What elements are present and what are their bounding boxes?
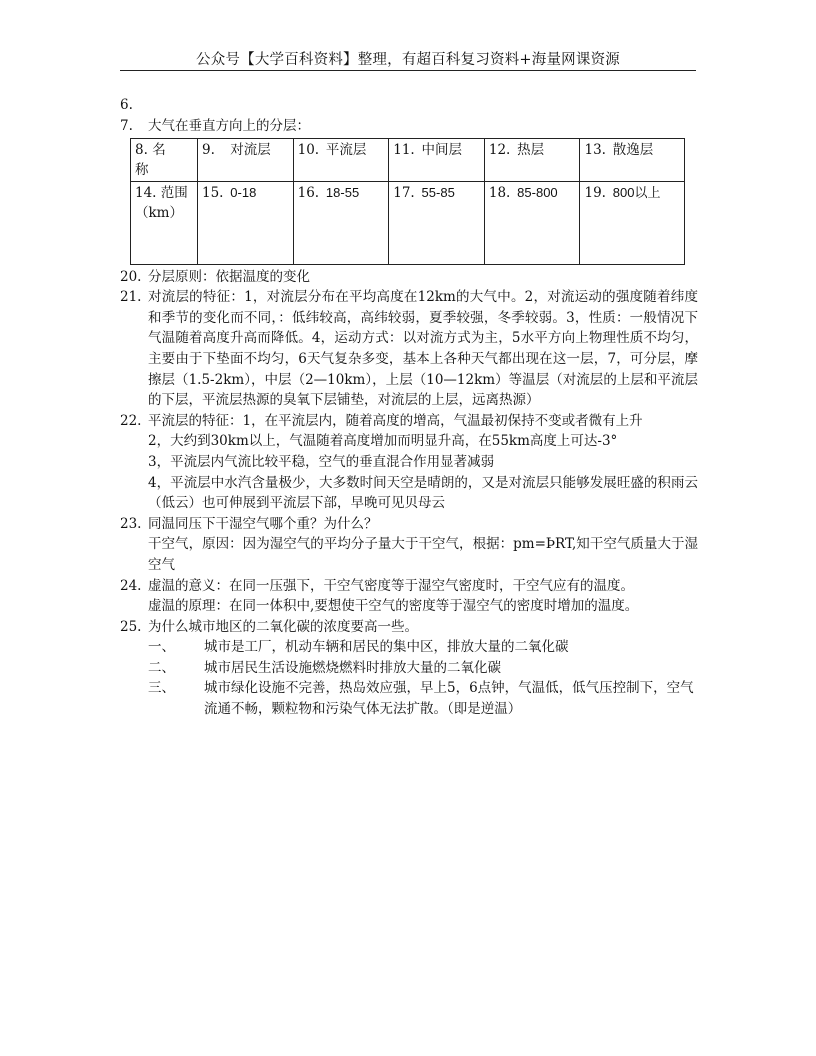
table-cell: [484, 181, 580, 264]
reason-text: 城市是工厂，机动车辆和居民的集中区，排放大量的二氧化碳: [204, 639, 569, 656]
table-header-row: [131, 139, 685, 181]
page-header: 公众号【大学百科资料】整理，有超百科复习资料+海量网课资源: [196, 52, 620, 68]
item-number: 6.: [120, 97, 133, 113]
list-item-23: [120, 514, 698, 535]
table-cell: [198, 139, 294, 181]
item-number: 25.: [120, 618, 142, 635]
cell-number: 19.: [584, 184, 606, 201]
cell-value: 55-85: [421, 184, 455, 200]
item-number: 7.: [120, 117, 133, 134]
table-cell: [389, 139, 485, 181]
cell-number: 10.: [297, 142, 320, 159]
item-number: 20.: [120, 268, 142, 285]
item-text: 为什么城市地区的二氧化碳的浓度要高一些。: [148, 618, 418, 635]
paragraph: 2，大约到30km以上，气温随着高度增加而明显升高，在55km高度上可达-3°: [148, 433, 618, 450]
cell-number: 9.: [202, 142, 215, 159]
table-value-row: [131, 181, 685, 264]
paragraph: 3，平流层内气流比较平稳，空气的垂直混合作用显著减弱: [148, 453, 495, 470]
table-cell: [580, 181, 685, 264]
cell-label: 范围（km）: [135, 184, 188, 221]
reason-number: 一、: [148, 639, 175, 656]
reason-number: 三、: [148, 680, 175, 697]
reason-number: 二、: [148, 659, 175, 676]
cell-label: 散逸层: [612, 142, 654, 159]
item-number: 24.: [120, 577, 142, 594]
item-number: 21.: [120, 289, 142, 306]
item-text: 大气在垂直方向上的分层：: [148, 117, 310, 134]
reason-text: 城市居民生活设施燃烧燃料时排放大量的二氧化碳: [204, 659, 501, 676]
list-item-6: [120, 95, 698, 116]
cell-label: 对流层: [230, 142, 271, 159]
list-item-21: [120, 287, 698, 411]
table-cell: [131, 139, 198, 181]
list-item-22: [120, 411, 698, 432]
cell-number: 11.: [393, 142, 415, 159]
table-cell: [389, 181, 485, 264]
list-item-7: [120, 116, 698, 137]
item-text: 对流层的特征：1，对流层分布在平均高度在12km的大气中。2，对流运动的强度随着纬度和季节的变化而不同，：低纬较高，高纬较弱，夏季较强，冬季较弱。3，性质：一般情况下气温随着高度升高而降低。4，运动方式：以对流方式为主，5水平方向上物理性质不均匀，主要由于下垫面不均匀，6天气复杂多变，基本上各种天气都出现在这一层，7，可分层，摩擦层（1.5-2km），中层（2—10km），上层（10—12km）等温层（对流层的上层和平流层的下层，平流层热源的臭氧下层铺垫，对流层的上层，远离热源）: [148, 289, 698, 409]
reason-text: 城市绿化设施不完善，热岛效应强，早上5，6点钟，气温低，低气压控制下，空气流通不畅，颗粒物和污染气体无法扩散。（即是逆温）: [204, 680, 694, 718]
list-item-25: [120, 617, 698, 638]
paragraph: 虚温的原理：在同一体积中,要想使干空气的密度等于湿空气的密度时增加的温度。: [148, 598, 639, 615]
cell-number: 8.: [135, 142, 148, 159]
cell-number: 16.: [297, 184, 320, 201]
cell-number: 14.: [135, 184, 157, 201]
table-cell: [131, 181, 198, 264]
cell-number: 13.: [584, 142, 606, 159]
cell-label: 中间层: [421, 142, 463, 159]
cell-value: 0-18: [230, 184, 257, 200]
cell-number: 18.: [488, 184, 511, 201]
header-rule: [120, 70, 696, 71]
cell-number: 17.: [393, 184, 415, 201]
table-cell: [293, 181, 389, 264]
item-text: 分层原则：依据温度的变化: [148, 268, 310, 285]
table-cell: [198, 181, 294, 264]
item-text: 同温同压下干湿空气哪个重？为什么？: [148, 515, 378, 532]
cell-value: 18-55: [325, 184, 360, 200]
cell-label: 平流层: [325, 142, 367, 159]
item-text: 平流层的特征：1，在平流层内，随着高度的增高，气温最初保持不变或者微有上升: [148, 412, 643, 429]
reason-item: [120, 658, 698, 679]
item-number: 22.: [120, 412, 142, 429]
list-item-20: [120, 267, 698, 288]
table-cell: [293, 139, 389, 181]
cell-number: 12.: [488, 142, 511, 159]
paragraph: 干空气，原因：因为湿空气的平均分子量大于干空气，根据：pm=ÞRT,知干空气质量大于湿空气: [148, 536, 698, 573]
document-body: [120, 95, 698, 720]
paragraph: 4，平流层中水汽含量极少，大多数时间天空是晴朗的，又是对流层只能够发展旺盛的积雨云（低云）也可伸展到平流层下部，早晚可见贝母云: [148, 474, 698, 512]
item-number: 23.: [120, 515, 142, 532]
cell-label: 热层: [517, 142, 545, 159]
item-text: 虚温的意义：在同一压强下，干空气密度等于湿空气密度时，干空气应有的温度。: [148, 577, 634, 594]
cell-value: 800以上: [612, 184, 661, 200]
cell-number: 15.: [202, 184, 224, 201]
reason-item: [120, 637, 698, 658]
list-item-24: [120, 576, 698, 597]
item-text: [148, 95, 698, 116]
cell-label: 名称: [135, 142, 174, 179]
table-cell: [580, 139, 685, 181]
atmosphere-layers-table: [130, 138, 685, 264]
reason-item: [120, 678, 698, 719]
cell-value: 85-800: [517, 184, 558, 200]
table-cell: [484, 139, 580, 181]
